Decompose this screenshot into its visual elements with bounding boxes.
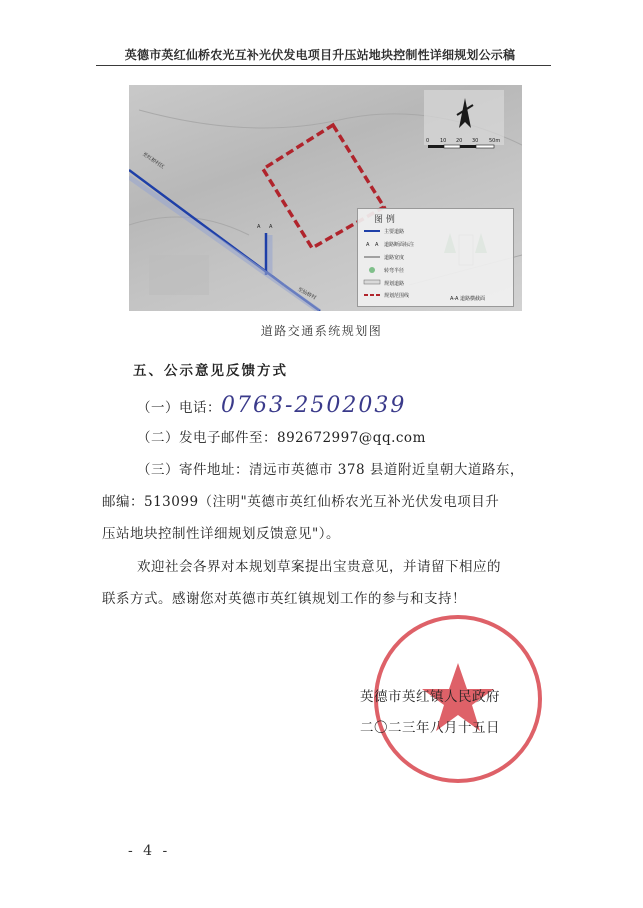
road-traffic-plan-map xyxy=(129,85,522,311)
map-legend xyxy=(357,208,514,307)
legend-planned-road: 规划道路 xyxy=(384,281,405,287)
phone-line xyxy=(137,393,406,418)
closing-line-1: 欢迎社会各界对本规划草案提出宝贵意见，并请留下相应的 xyxy=(137,559,501,575)
section-mark-a1: A xyxy=(257,224,261,230)
document-header-title: 英德市英红仙桥农光互补光伏发电项目升压站地块控制性详细规划公示稿 xyxy=(124,48,516,62)
svg-text:A: A xyxy=(366,242,370,248)
legend-turn-radius: 转弯半径 xyxy=(384,268,405,274)
scale-label-0: 0 xyxy=(426,138,430,144)
road-label-xianqiao: 至仙桥村 xyxy=(296,286,318,302)
signing-date: 二〇二三年八月十五日 xyxy=(360,720,500,736)
header-rule xyxy=(96,65,551,66)
mail-address-line-3: 压站地块控制性详细规划反馈意见"）。 xyxy=(102,526,340,542)
scale-label-10: 10 xyxy=(440,138,447,144)
phone-number-handwritten: 0763-2502039 xyxy=(221,393,407,418)
page-number: - 4 - xyxy=(128,843,171,859)
phone-label: （一）电话： xyxy=(137,400,221,416)
section-heading: 五、公示意见反馈方式 xyxy=(133,363,288,379)
legend-main-road: 主要道路 xyxy=(384,229,405,235)
road-label-hongqiao: 至红桥村区 xyxy=(141,151,166,171)
scale-label-50m: 50m xyxy=(489,138,501,144)
closing-line-2: 联系方式。感谢您对英德市英红镇规划工作的参与和支持！ xyxy=(102,591,466,607)
map-caption: 道路交通系统规划图 xyxy=(260,324,383,338)
mail-address-line-1: （三）寄件地址：清远市英德市 378 县道附近皇朝大道路东， xyxy=(137,462,524,478)
legend-road-width: 道路宽度 xyxy=(384,255,405,261)
email-line: （二）发电子邮件至：892672997@qq.com xyxy=(137,430,426,446)
legend-cross-section-label: A-A 道路横截面 xyxy=(450,296,486,302)
scale-bar xyxy=(428,145,494,148)
legend-section-mark: 道路断面标注 xyxy=(384,242,415,248)
signing-organization: 英德市英红镇人民政府 xyxy=(360,689,500,705)
svg-text:A: A xyxy=(375,242,379,248)
legend-title: 图 例 xyxy=(374,215,395,225)
legend-boundary: 规划范围线 xyxy=(384,293,410,299)
scale-label-20: 20 xyxy=(456,138,463,144)
mail-address-line-2: 邮编：513099（注明"英德市英红仙桥农光互补光伏发电项目升 xyxy=(102,494,500,510)
scale-label-30: 30 xyxy=(472,138,479,144)
section-mark-a2: A xyxy=(269,224,273,230)
